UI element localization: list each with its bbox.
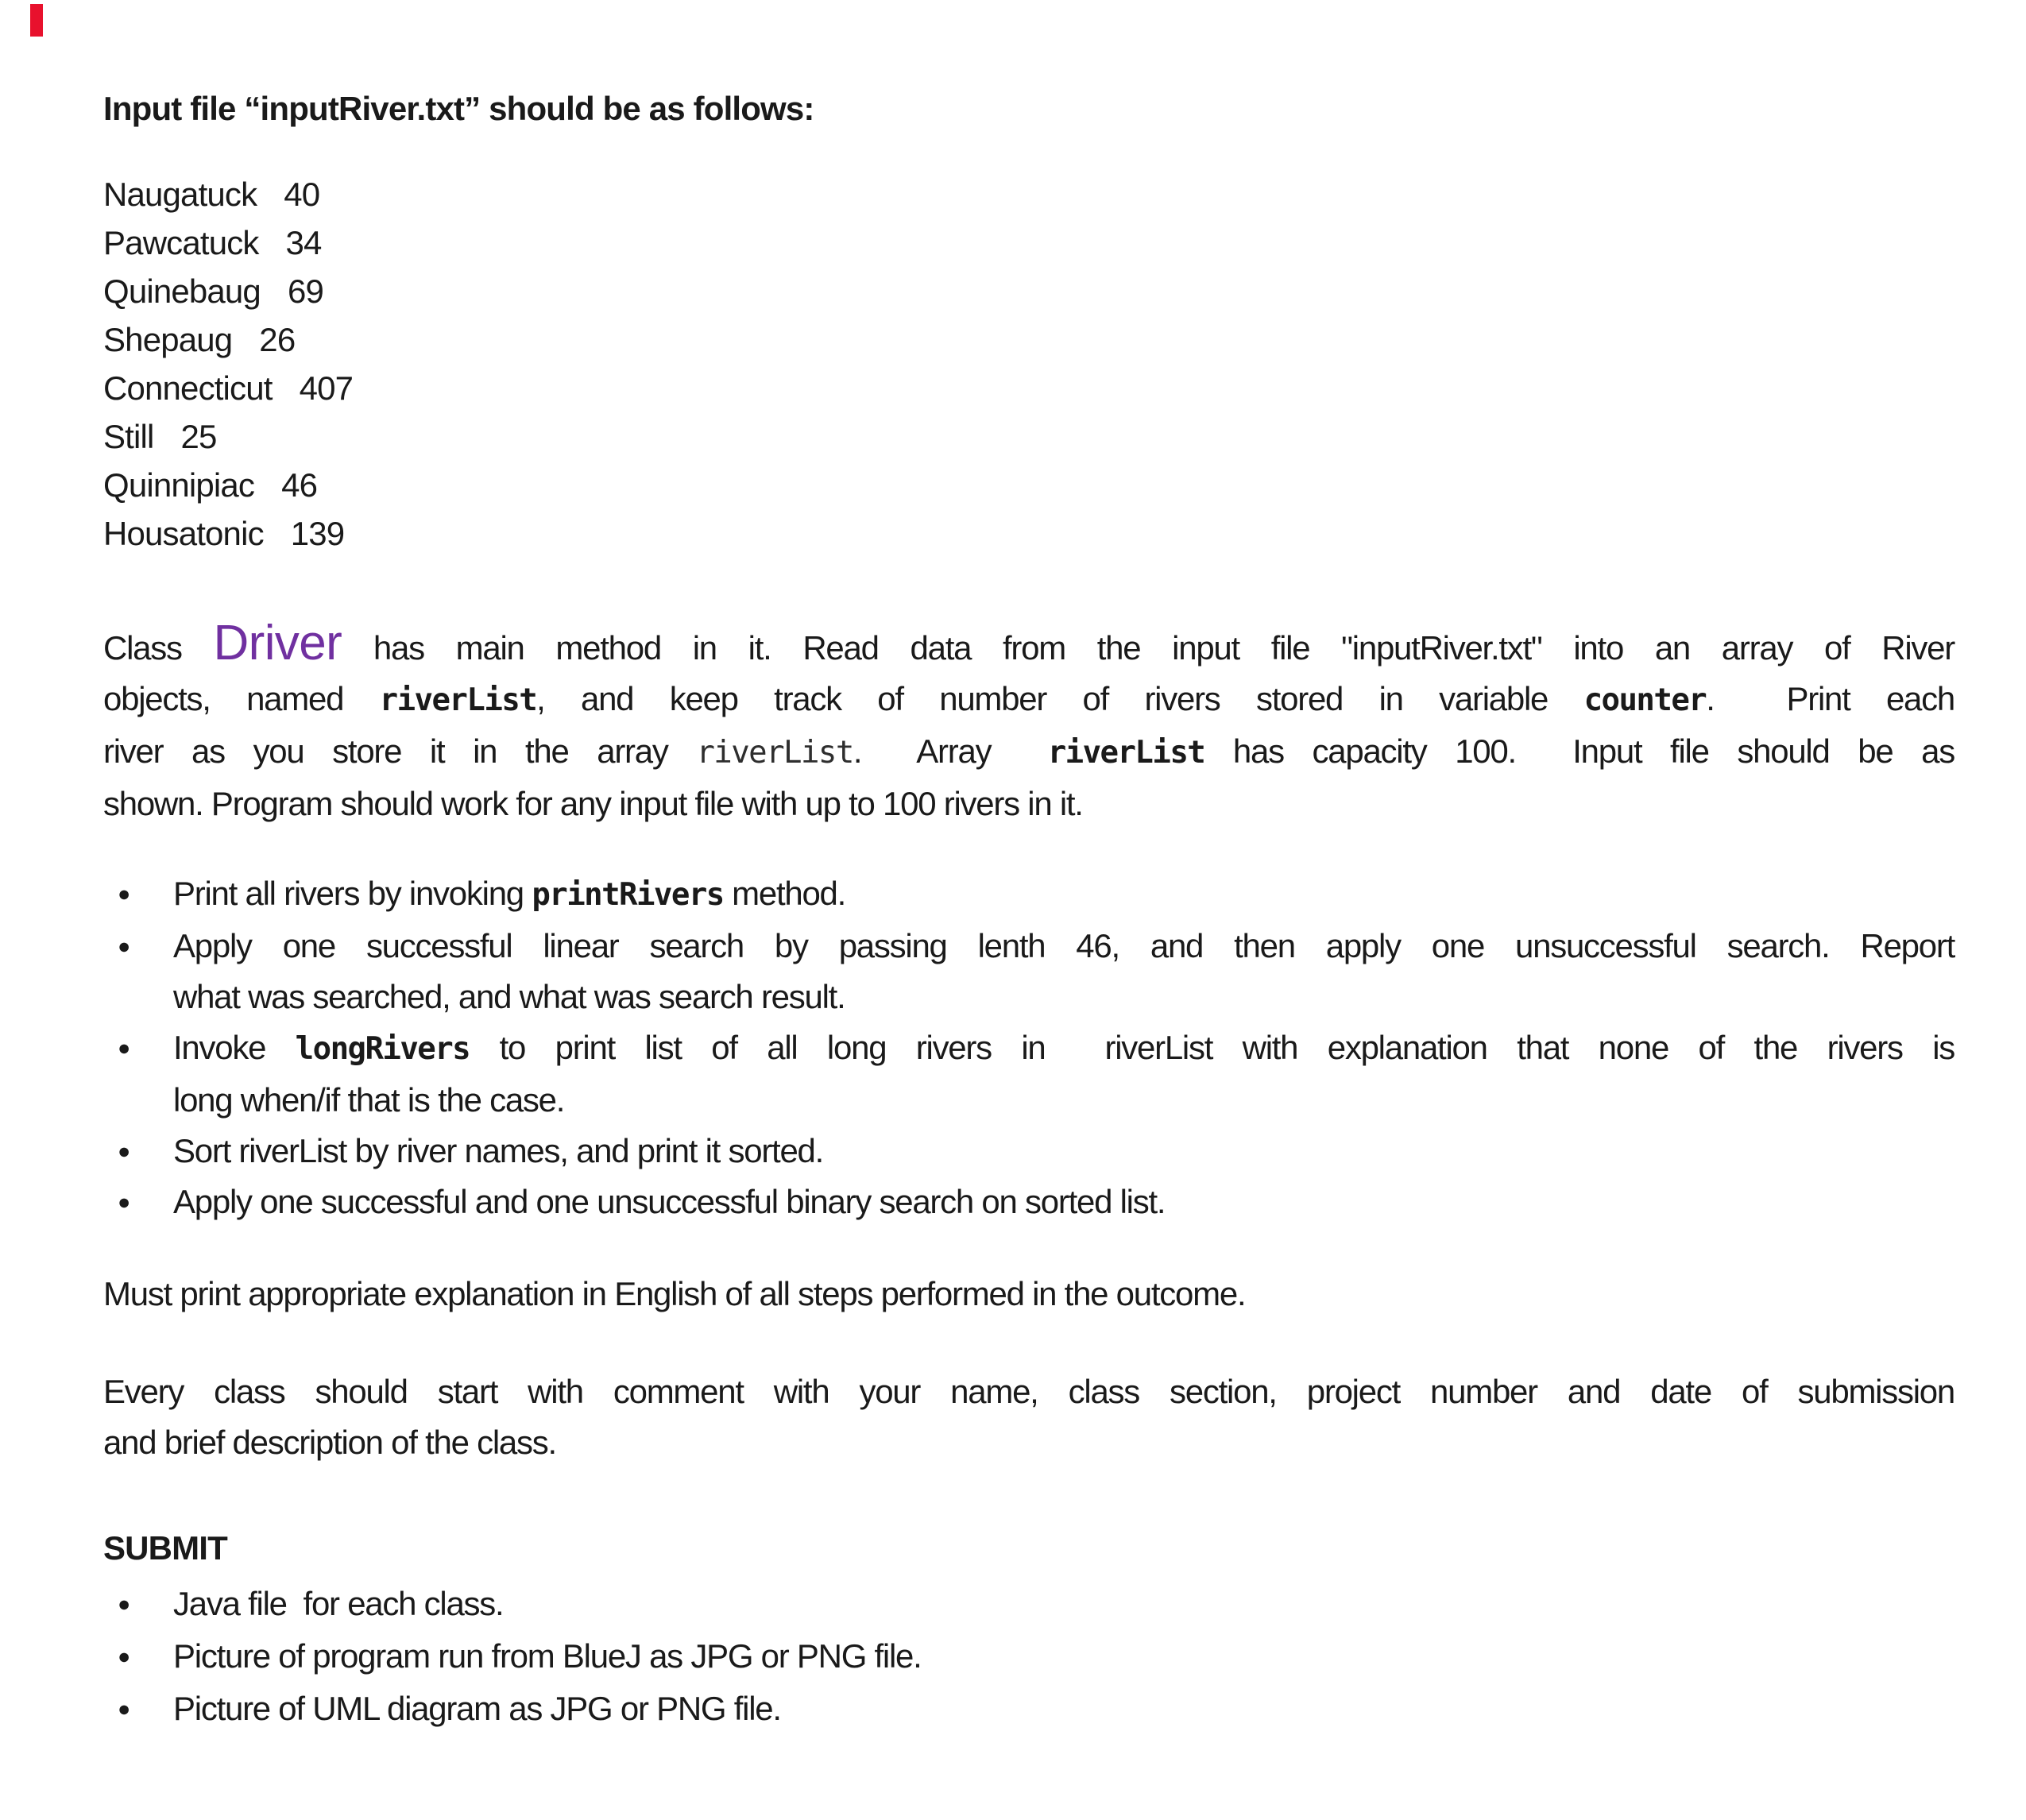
- task-item-text: [173, 875, 845, 912]
- bullet-icon: ●: [118, 1139, 131, 1163]
- paragraph-line: and brief description of the class.: [103, 1424, 556, 1461]
- river-row: [103, 509, 1954, 558]
- river-length: 34: [285, 224, 322, 261]
- text-run: method.: [723, 875, 846, 912]
- river-length: 25: [180, 418, 217, 455]
- submit-item: [103, 1578, 1954, 1630]
- river-name: Housatonic: [103, 515, 264, 552]
- task-item: [103, 921, 1954, 972]
- class-name-driver: Driver: [213, 616, 342, 670]
- text-run: to print list of all long rivers in riverList with explanation that none of the rivers is: [470, 1029, 1955, 1066]
- inline-code-riverlist: riverList: [1047, 735, 1205, 771]
- river-name: Quinebaug: [103, 272, 261, 310]
- text-run: , and keep track of number of rivers stored in variable: [536, 680, 1584, 717]
- river-name: Naugatuck: [103, 176, 257, 213]
- submit-item-text: Picture of UML diagram as JPG or PNG file.: [173, 1690, 781, 1727]
- bullet-icon: ●: [118, 1190, 131, 1214]
- text-run: has capacity 100. Input file should be as: [1204, 732, 1954, 770]
- bullet-icon: ●: [118, 1592, 131, 1616]
- river-list: [103, 170, 1954, 558]
- bullet-icon: ●: [118, 1697, 131, 1721]
- text-run: river as you store it in the array: [103, 732, 697, 770]
- text-run: has main method in it. Read data from the input file "inputRiver.txt" into an array of River: [342, 629, 1954, 667]
- inline-code-riverlist: riverList: [696, 735, 853, 771]
- submit-item-text: Picture of program run from BlueJ as JPG or PNG file.: [173, 1637, 922, 1675]
- submit-list: [103, 1578, 1954, 1735]
- inline-code-printrivers: printRivers: [532, 877, 724, 913]
- paragraph-line: shown. Program should work for any input file with up to 100 rivers in it.: [103, 785, 1083, 822]
- note-class-comment: [103, 1366, 1954, 1468]
- task-item-text: Apply one successful and one unsuccessful binary search on sorted list.: [173, 1183, 1166, 1220]
- inline-code-riverlist: riverList: [379, 682, 537, 718]
- bullet-icon: ●: [118, 882, 131, 906]
- text-run: Class: [103, 629, 214, 667]
- river-name: Shepaug: [103, 321, 233, 358]
- paragraph-line: Every class should start with comment with your name, class section, project number and date of submission: [103, 1373, 1954, 1410]
- task-item-text: [173, 1022, 1954, 1075]
- bullet-icon: ●: [118, 934, 131, 958]
- river-row: [103, 364, 1954, 412]
- red-cursor-mark: [30, 4, 43, 37]
- task-item-continuation: long when/if that is the case.: [173, 1081, 565, 1119]
- text-run: . Array: [853, 732, 1048, 770]
- river-name: Still: [103, 418, 154, 455]
- river-row: [103, 267, 1954, 315]
- note-must-print: Must print appropriate explanation in English of all steps performed in the outcome.: [103, 1275, 1246, 1312]
- task-item-continuation: what was searched, and what was search result.: [173, 978, 845, 1015]
- paragraph-line: [103, 726, 1954, 779]
- river-length: 40: [284, 176, 320, 213]
- text-run: objects, named: [103, 680, 380, 717]
- river-row: [103, 412, 1954, 461]
- task-item: [103, 1177, 1954, 1227]
- submit-item-text: Java file for each class.: [173, 1585, 504, 1622]
- submit-heading: SUBMIT: [103, 1529, 227, 1567]
- task-item: [103, 1126, 1954, 1177]
- text-run: Print all rivers by invoking: [173, 875, 532, 912]
- text-run: . Print each: [1706, 680, 1954, 717]
- paragraph-line: [103, 674, 1954, 726]
- heading-input-file: Input file “inputRiver.txt” should be as follows:: [103, 90, 814, 127]
- river-length: 26: [259, 321, 296, 358]
- submit-item: [103, 1683, 1954, 1735]
- river-length: 407: [299, 369, 354, 407]
- task-item: [103, 1022, 1954, 1075]
- paragraph-line: [103, 618, 1954, 674]
- inline-code-counter: counter: [1583, 682, 1707, 718]
- task-item-text: Apply one successful linear search by passing lenth 46, and then apply one unsuccessful search. Report: [173, 927, 1954, 964]
- river-name: Connecticut: [103, 369, 273, 407]
- river-name: Pawcatuck: [103, 224, 259, 261]
- river-length: 46: [281, 466, 318, 504]
- task-item: [103, 868, 1954, 921]
- text-run: Invoke: [173, 1029, 296, 1066]
- river-row: [103, 170, 1954, 218]
- bullet-icon: ●: [118, 1036, 131, 1060]
- river-row: [103, 315, 1954, 364]
- river-row: [103, 218, 1954, 267]
- river-name: Quinnipiac: [103, 466, 255, 504]
- submit-item: [103, 1630, 1954, 1683]
- driver-paragraph: [103, 618, 1954, 829]
- task-item-text: Sort riverList by river names, and print it sorted.: [173, 1132, 824, 1169]
- inline-code-longrivers: longRivers: [295, 1031, 470, 1067]
- river-length: 139: [290, 515, 345, 552]
- bullet-icon: ●: [118, 1644, 131, 1668]
- task-list: [103, 868, 1954, 1227]
- river-length: 69: [287, 272, 323, 310]
- river-row: [103, 461, 1954, 509]
